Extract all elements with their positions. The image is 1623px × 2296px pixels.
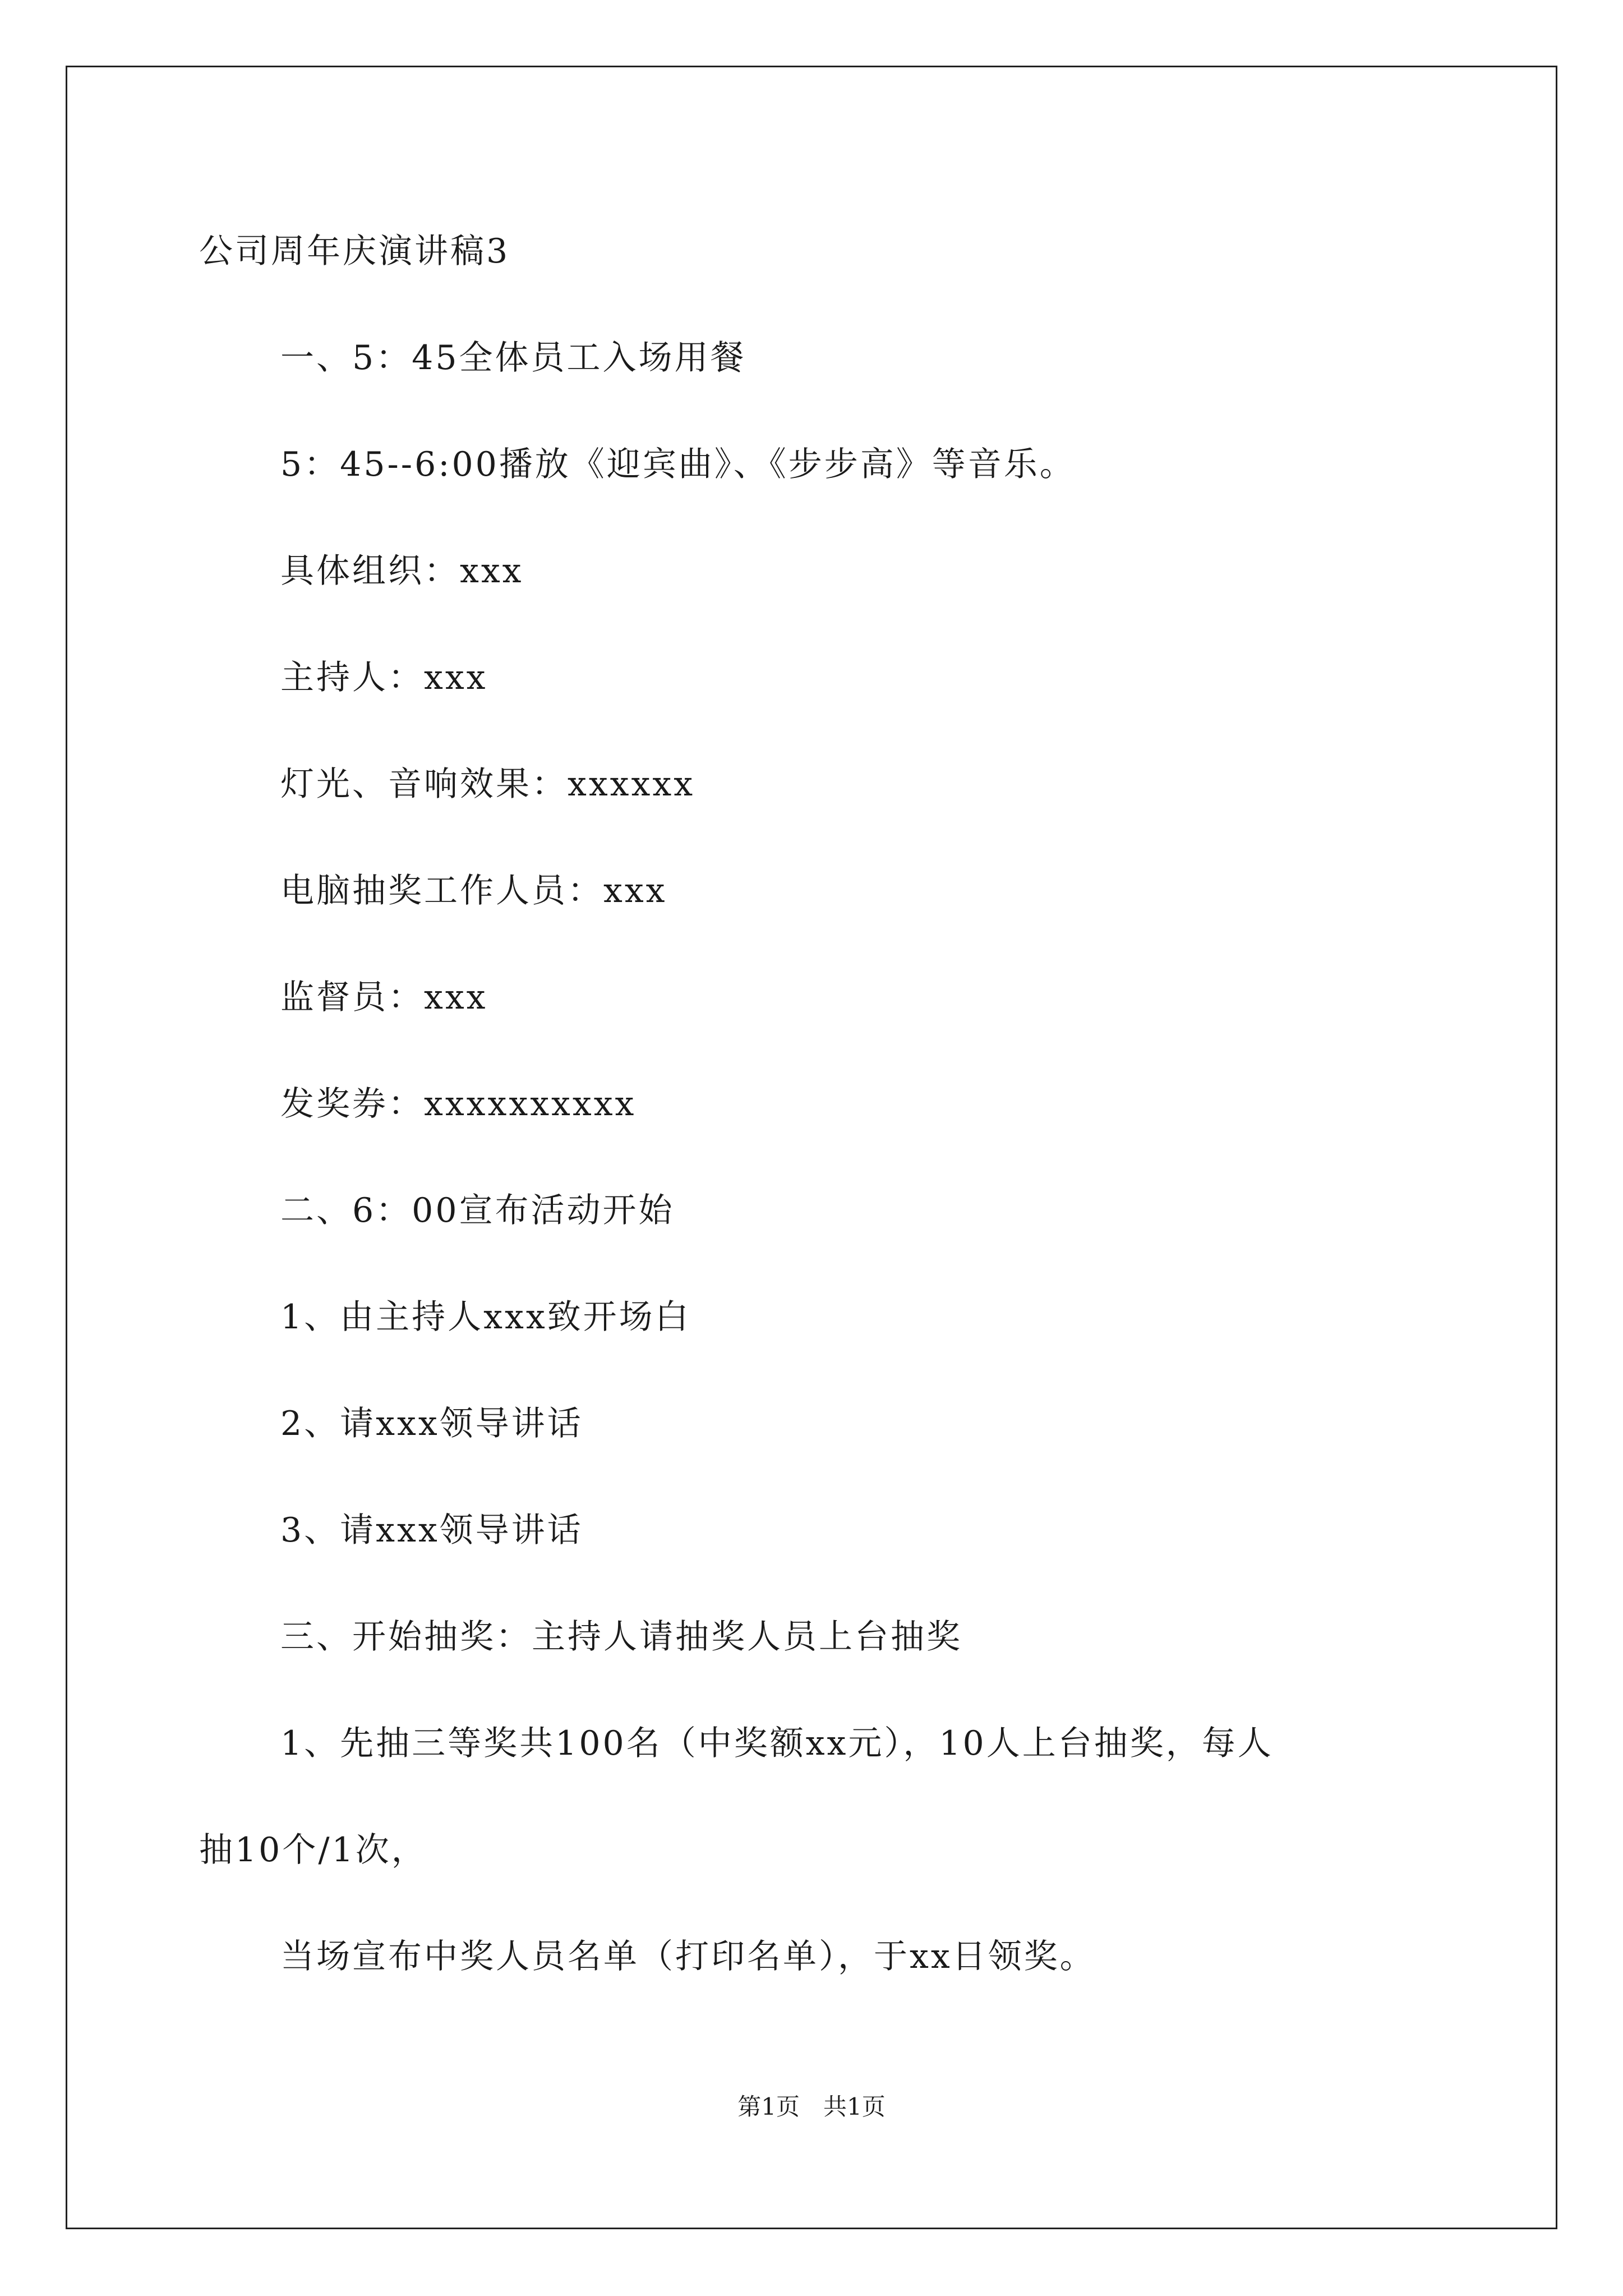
ticket-distribution-line: 发奖券：xxxxxxxxxx [280,1084,637,1124]
document-title: 公司周年庆演讲稿3 [199,232,510,271]
winner-announcement-line: 当场宣布中奖人员名单（打印名单），于xx日领奖。 [280,1937,1096,1976]
third-prize-paragraph-line-1: 1、先抽三等奖共100名（中奖额xx元），10人上台抽奖，每人 [280,1724,1274,1763]
supervisor-line: 监督员：xxx [280,978,488,1017]
lighting-sound-line: 灯光、音响效果：xxxxxx [280,765,695,804]
music-line: 5：45--6:00播放《迎宾曲》、《步步高》等音乐。 [280,445,1076,484]
opening-remarks-line: 1、由主持人xxx致开场白 [280,1297,691,1337]
organizer-line: 具体组织：xxx [280,551,524,591]
schedule-item-3: 三、开始抽奖：主持人请抽奖人员上台抽奖 [280,1617,962,1657]
schedule-item-2: 二、6：00宣布活动开始 [280,1191,675,1230]
lottery-staff-line: 电脑抽奖工作人员：xxx [280,871,667,910]
leader-speech-line-2: 3、请xxx领导讲话 [280,1511,583,1550]
third-prize-paragraph-line-2: 抽10个/1次， [199,1830,427,1870]
leader-speech-line-1: 2、请xxx领导讲话 [280,1404,583,1443]
host-line: 主持人：xxx [280,658,488,697]
schedule-item-1: 一、5：45全体员工入场用餐 [280,338,746,378]
page-number-footer: 第1页 共1页 [737,2093,886,2120]
page-border [66,66,1557,2229]
